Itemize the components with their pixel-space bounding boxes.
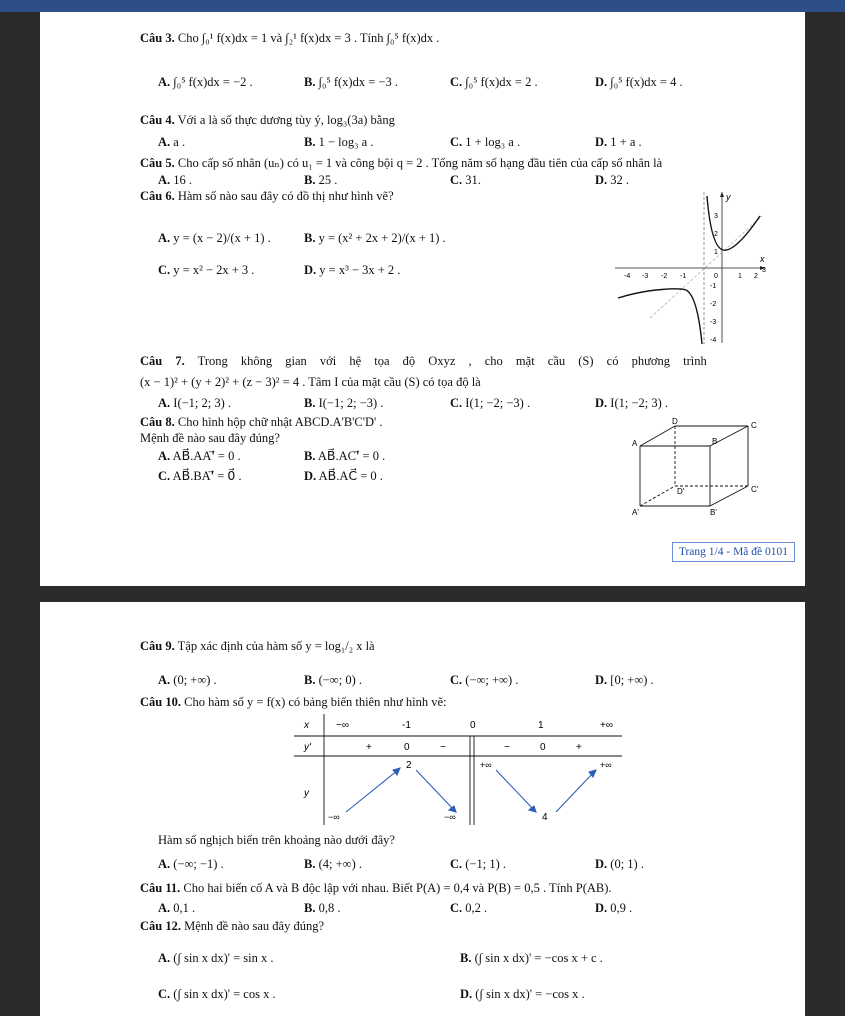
q10-option-b[interactable]: B. (4; +∞) .: [304, 857, 362, 871]
x-axis-label: x: [760, 254, 765, 264]
y-tick: -2: [710, 301, 717, 308]
q6-option-a[interactable]: A. y = (x − 2)/(x + 1) .: [158, 231, 271, 245]
y-tick: 1: [714, 249, 718, 256]
x-tick: 1: [738, 273, 742, 280]
vertex-label: B': [710, 508, 717, 516]
q8-option-d[interactable]: D. AB⃗.AC⃗ = 0 .: [304, 469, 383, 483]
table-y-value: −∞: [444, 812, 456, 822]
table-y-value: 2: [406, 760, 412, 771]
q11-option-a[interactable]: A. 0,1 .: [158, 901, 196, 915]
table-y-value: +∞: [600, 760, 612, 770]
x-tick: -4: [624, 273, 631, 280]
question-3: [140, 30, 439, 46]
q9-option-d[interactable]: D. [0; +∞) .: [595, 673, 654, 687]
exam-page-1: [40, 12, 805, 586]
q6-option-b[interactable]: B. y = (x² + 2x + 2)/(x + 1) .: [304, 231, 446, 245]
question-7: Câu 7. Trong không gian với hệ tọa độ Oxyz , cho mặt cầu (S) có phương trình: [140, 354, 707, 368]
y-axis-label: y: [726, 192, 731, 202]
table-sign: −: [504, 742, 510, 753]
vertex-label: A: [632, 439, 638, 448]
q11-option-c[interactable]: C. 0,2 .: [450, 901, 488, 915]
q12-option-b[interactable]: B. (∫ sin x dx)' = −cos x + c .: [460, 951, 603, 965]
question-6: Câu 6. Hàm số nào sau đây có đồ thị như hình vẽ?: [140, 189, 394, 203]
y-tick: -4: [710, 337, 717, 344]
x-tick: 0: [714, 273, 718, 280]
q3-option-b[interactable]: B. ∫₀⁵ f(x)dx = −3 .: [304, 75, 398, 89]
vertex-label: C': [751, 485, 759, 494]
vertex-label: C: [751, 421, 757, 430]
question-12: Câu 12. Mệnh đề nào sau đây đúng?: [140, 919, 325, 933]
table-sign: +: [576, 742, 582, 753]
x-tick: 3: [762, 267, 766, 274]
q3-option-a[interactable]: A. ∫₀⁵ f(x)dx = −2 .: [158, 75, 253, 89]
q6-option-c[interactable]: C. y = x² − 2x + 3 .: [158, 263, 255, 277]
q4-option-c[interactable]: C. 1 + log₃ a .: [450, 135, 521, 149]
q5-option-a[interactable]: A. 16 .: [158, 173, 193, 187]
table-sign: 0: [404, 742, 410, 753]
cuboid-diagram: [630, 416, 770, 516]
q10-option-d[interactable]: D. (0; 1) .: [595, 857, 644, 871]
question-10-line-2: Hàm số nghịch biến trên khoảng nào dưới đây?: [158, 833, 395, 847]
table-sign: −: [440, 742, 446, 753]
table-row-y: y: [304, 788, 309, 799]
q3-option-c[interactable]: C. ∫₀⁵ f(x)dx = 2 .: [450, 75, 538, 89]
question-7-line-2: (x − 1)² + (y + 2)² + (z − 3)² = 4 . Tâm I của mặt cầu (S) có tọa độ là: [140, 375, 481, 389]
x-tick: -3: [642, 273, 649, 280]
function-graph: [610, 188, 770, 348]
q9-option-b[interactable]: B. (−∞; 0) .: [304, 673, 362, 687]
q11-option-d[interactable]: D. 0,9 .: [595, 901, 633, 915]
question-5: Câu 5. Cho cấp số nhân (uₙ) có u₁ = 1 và công bội q = 2 . Tổng năm số hạng đầu tiên của cấp số nhân là: [140, 156, 663, 170]
question-8-line-2: Mệnh đề nào sau đây đúng?: [140, 431, 280, 445]
vertex-label: A': [632, 508, 639, 516]
vertex-label: B: [712, 437, 718, 446]
table-row-derivative: y': [304, 742, 311, 753]
q9-option-c[interactable]: C. (−∞; +∞) .: [450, 673, 519, 687]
q4-option-b[interactable]: B. 1 − log₃ a .: [304, 135, 374, 149]
y-tick: -3: [710, 319, 717, 326]
table-sign: 0: [540, 742, 546, 753]
q6-option-d[interactable]: D. y = x³ − 3x + 2 .: [304, 263, 401, 277]
x-tick: -2: [661, 273, 668, 280]
table-x-value: −∞: [336, 720, 349, 731]
table-sign: +: [366, 742, 372, 753]
q3-option-d[interactable]: D. ∫₀⁵ f(x)dx = 4 .: [595, 75, 683, 89]
question-4: Câu 4. Với a là số thực dương tùy ý, log₃(3a) bằng: [140, 113, 395, 127]
question-text: Cho ∫₀¹ f(x)dx = 1 và ∫₂¹ f(x)dx = 3 . Tính ∫₀⁵ f(x)dx .: [177, 31, 440, 45]
q9-option-a[interactable]: A. (0; +∞) .: [158, 673, 217, 687]
q8-option-c[interactable]: C. AB⃗.BA'⃗ = 0⃗ .: [158, 469, 242, 483]
y-tick: 3: [714, 213, 718, 220]
vertex-label: D': [677, 487, 685, 496]
q12-option-c[interactable]: C. (∫ sin x dx)' = cos x .: [158, 987, 276, 1001]
q5-option-c[interactable]: C. 31.: [450, 173, 481, 187]
q7-option-d[interactable]: D. I(1; −2; 3) .: [595, 396, 669, 410]
q11-option-b[interactable]: B. 0,8 .: [304, 901, 341, 915]
q5-option-d[interactable]: D. 32 .: [595, 173, 630, 187]
vertex-label: D: [672, 417, 678, 426]
table-x-value: +∞: [600, 720, 613, 731]
table-row-x: x: [304, 720, 309, 731]
table-y-value: 4: [542, 812, 548, 823]
variation-table: [294, 712, 624, 827]
q10-option-c[interactable]: C. (−1; 1) .: [450, 857, 507, 871]
table-x-value: 1: [538, 720, 544, 731]
x-tick: -1: [680, 273, 687, 280]
table-x-value: 0: [470, 720, 476, 731]
q12-option-a[interactable]: A. (∫ sin x dx)' = sin x .: [158, 951, 274, 965]
x-tick: 2: [754, 273, 758, 280]
question-11: Câu 11. Cho hai biến cố A và B độc lập với nhau. Biết P(A) = 0,4 và P(B) = 0,5 . Tính P(AB).: [140, 881, 612, 895]
page-footer: Trang 1/4 - Mã đề 0101: [672, 542, 795, 562]
q4-option-a[interactable]: A. a .: [158, 135, 186, 149]
q8-option-b[interactable]: B. AB⃗.AC'⃗ = 0 .: [304, 449, 386, 463]
question-label: Câu 3.: [140, 31, 175, 45]
question-8: Câu 8. Cho hình hộp chữ nhật ABCD.A'B'C'D' .: [140, 415, 383, 429]
top-bar: [0, 0, 845, 12]
table-x-value: -1: [402, 720, 411, 731]
q12-option-d[interactable]: D. (∫ sin x dx)' = −cos x .: [460, 987, 585, 1001]
table-y-value: −∞: [328, 812, 340, 822]
oblique-asymptote: [650, 216, 762, 318]
q5-option-b[interactable]: B. 25 .: [304, 173, 338, 187]
y-tick: 2: [714, 231, 718, 238]
q7-option-c[interactable]: C. I(1; −2; −3) .: [450, 396, 531, 410]
q10-option-a[interactable]: A. (−∞; −1) .: [158, 857, 224, 871]
exam-page-2: [40, 602, 805, 1016]
y-tick: -1: [710, 283, 717, 290]
table-y-value: +∞: [480, 760, 492, 770]
q4-option-d[interactable]: D. 1 + a .: [595, 135, 642, 149]
q7-option-a[interactable]: A. I(−1; 2; 3) .: [158, 396, 232, 410]
graph-left-branch: [618, 289, 702, 344]
q8-option-a[interactable]: A. AB⃗.AA'⃗ = 0 .: [158, 449, 241, 463]
q7-option-b[interactable]: B. I(−1; 2; −3) .: [304, 396, 384, 410]
question-10: Câu 10. Cho hàm số y = f(x) có bảng biến thiên như hình vẽ:: [140, 695, 447, 709]
question-9: Câu 9. Tập xác định của hàm số y = log₁/₂ x là: [140, 639, 375, 653]
